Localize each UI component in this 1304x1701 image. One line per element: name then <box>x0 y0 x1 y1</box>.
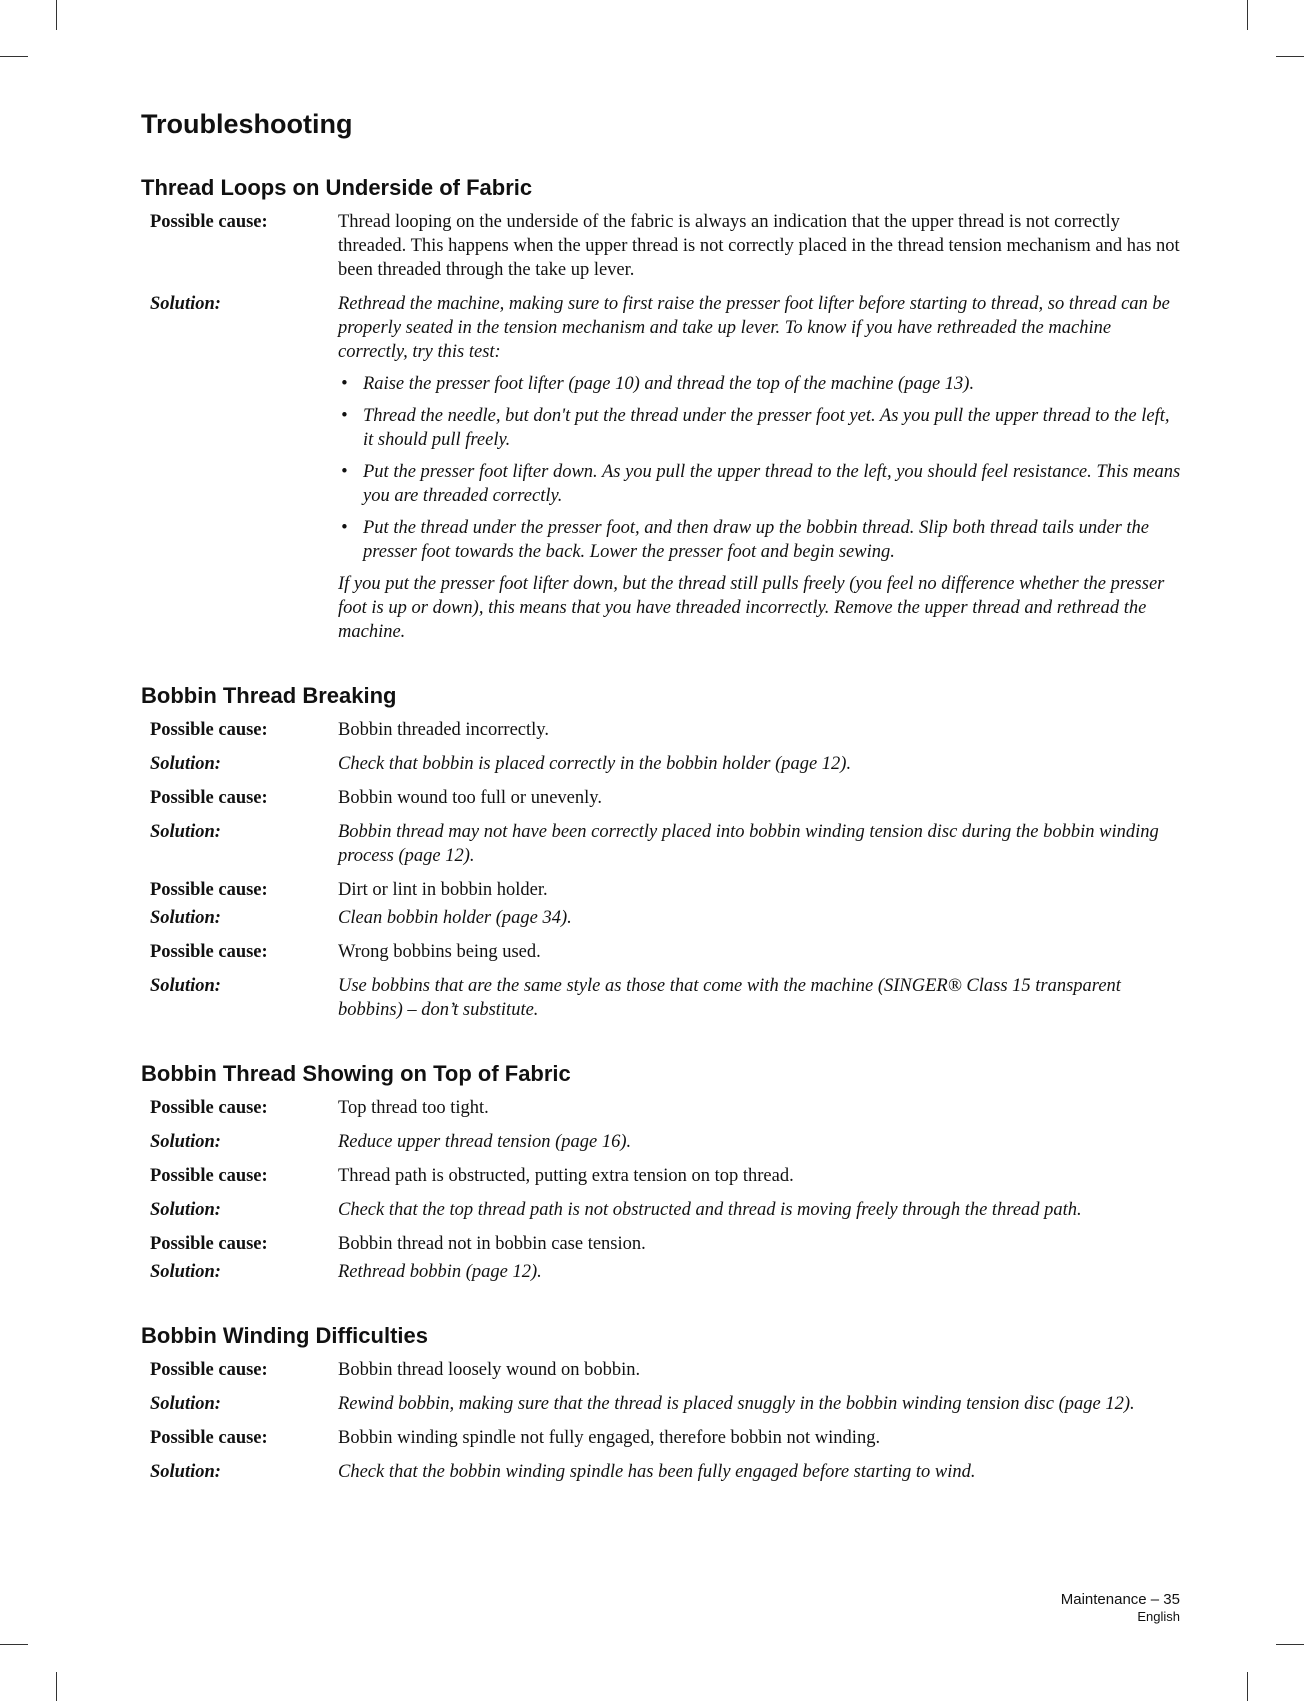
bullet-icon: • <box>341 374 348 394</box>
page-footer <box>1061 1591 1180 1625</box>
solution-text: Rethread the machine, making sure to first raise the presser foot lifter before starting to thread, so thread can be properly seated in the tension mechanism and take up lever. To know if you have rethreaded the machine correctly, try this test: <box>338 294 1170 362</box>
section-heading: Thread Loops on Underside of Fabric <box>141 175 533 200</box>
solution-text: Reduce upper thread tension (page 16). <box>338 1132 632 1152</box>
list-item <box>338 404 1181 452</box>
cause-label: Possible cause: <box>150 1360 268 1380</box>
cause-label: Possible cause: <box>150 1234 268 1254</box>
cause-row <box>141 786 1181 810</box>
crop-mark <box>1276 56 1304 57</box>
solution-label: Solution: <box>150 822 221 842</box>
cause-row <box>141 1164 1181 1188</box>
bullet-icon: • <box>341 406 348 426</box>
page-number: Maintenance – 35 <box>1060 1591 1180 1608</box>
cause-label: Possible cause: <box>150 1166 268 1186</box>
cause-row <box>141 1358 1181 1382</box>
cause-row <box>141 210 1181 282</box>
solution-text: Rewind bobbin, making sure that the thread is placed snuggly in the bobbin winding tension disc (page 12). <box>338 1394 1135 1414</box>
section-bobbin-winding <box>141 1322 1181 1484</box>
section-heading: Bobbin Thread Breaking <box>141 683 397 708</box>
cause-row <box>141 878 1181 902</box>
cause-text: Thread path is obstructed, putting extra tension on top thread. <box>338 1166 794 1186</box>
cause-text: Bobbin threaded incorrectly. <box>338 720 549 740</box>
cause-row <box>141 940 1181 964</box>
bullet-icon: • <box>341 462 348 482</box>
solution-text: Check that bobbin is placed correctly in the bobbin holder (page 12). <box>338 754 852 774</box>
solution-label: Solution: <box>150 1200 221 1220</box>
cause-text: Dirt or lint in bobbin holder. <box>338 880 548 900</box>
solution-row <box>141 1198 1181 1222</box>
page-content <box>141 108 1181 1522</box>
list-item <box>338 516 1181 564</box>
solution-label: Solution: <box>150 908 221 928</box>
solution-text: Check that the top thread path is not obstructed and thread is moving freely through the thread path. <box>338 1200 1082 1220</box>
cause-row <box>141 1232 1181 1256</box>
cause-row <box>141 1096 1181 1120</box>
cause-text: Bobbin winding spindle not fully engaged, therefore bobbin not winding. <box>338 1428 881 1448</box>
solution-label: Solution: <box>150 294 221 314</box>
solution-label: Solution: <box>150 1462 221 1482</box>
crop-mark <box>0 1644 28 1645</box>
crop-mark <box>0 56 28 57</box>
solution-text: Bobbin thread may not have been correctly placed into bobbin winding tension disc during the bobbin winding process (page 12). <box>338 822 1159 866</box>
cause-label: Possible cause: <box>150 788 268 808</box>
solution-row <box>141 752 1181 776</box>
cause-text: Top thread too tight. <box>338 1098 489 1118</box>
cause-text: Bobbin thread loosely wound on bobbin. <box>338 1360 641 1380</box>
solution-text: Check that the bobbin winding spindle has been fully engaged before starting to wind. <box>338 1462 976 1482</box>
section-heading: Bobbin Thread Showing on Top of Fabric <box>141 1061 571 1086</box>
solution-text: Clean bobbin holder (page 34). <box>338 908 572 928</box>
bullet-icon: • <box>341 518 348 538</box>
crop-mark <box>1247 1672 1248 1701</box>
solution-block <box>338 292 1181 644</box>
solution-text: Use bobbins that are the same style as those that come with the machine (SINGER® Class 15 transparent bobbins) – don’t substitute. <box>338 976 1121 1020</box>
cause-label: Possible cause: <box>150 880 268 900</box>
cause-text: Bobbin wound too full or unevenly. <box>338 788 602 808</box>
page-title: Troubleshooting <box>141 109 353 139</box>
list-item-text: Thread the needle, but don't put the thread under the presser foot yet. As you pull the upper thread to the left, it should pull freely. <box>363 406 1170 450</box>
crop-mark <box>56 1672 57 1701</box>
cause-label: Possible cause: <box>150 1098 268 1118</box>
solution-label: Solution: <box>150 1394 221 1414</box>
crop-mark <box>1276 1644 1304 1645</box>
solution-row <box>141 292 1181 644</box>
solution-row <box>141 820 1181 868</box>
follow-up-text: If you put the presser foot lifter down, but the thread still pulls freely (you feel no difference whether the presser foot is up or down), this means that you have threaded incorrectly. Remove the upper thread and rethread the machine. <box>338 574 1165 642</box>
cause-text: Wrong bobbins being used. <box>338 942 541 962</box>
section-thread-loops <box>141 174 1181 644</box>
language-label: English <box>1137 1609 1180 1624</box>
list-item-text: Put the presser foot lifter down. As you pull the upper thread to the left, you should feel resistance. This means you are threaded correctly. <box>363 462 1181 506</box>
solution-row <box>141 1260 1181 1284</box>
cause-text: Thread looping on the underside of the fabric is always an indication that the upper thread is not correctly threaded. This happens when the upper thread is not correctly placed in the thread tension mechanism and has not been threaded through the take up lever. <box>338 212 1180 280</box>
cause-text: Bobbin thread not in bobbin case tension. <box>338 1234 646 1254</box>
cause-label: Possible cause: <box>150 212 268 232</box>
section-bobbin-showing <box>141 1060 1181 1284</box>
solution-label: Solution: <box>150 1262 221 1282</box>
solution-row <box>141 1460 1181 1484</box>
list-item <box>338 372 1181 396</box>
cause-row <box>141 718 1181 742</box>
test-steps-list <box>338 372 1181 564</box>
section-heading: Bobbin Winding Difficulties <box>141 1323 428 1348</box>
crop-mark <box>56 0 57 30</box>
section-bobbin-breaking <box>141 682 1181 1022</box>
solution-text: Rethread bobbin (page 12). <box>338 1262 542 1282</box>
solution-label: Solution: <box>150 754 221 774</box>
cause-label: Possible cause: <box>150 720 268 740</box>
crop-mark <box>1247 0 1248 30</box>
solution-row <box>141 1392 1181 1416</box>
solution-row <box>141 1130 1181 1154</box>
cause-row <box>141 1426 1181 1450</box>
solution-row <box>141 906 1181 930</box>
cause-label: Possible cause: <box>150 942 268 962</box>
list-item <box>338 460 1181 508</box>
solution-label: Solution: <box>150 1132 221 1152</box>
list-item-text: Put the thread under the presser foot, and then draw up the bobbin thread. Slip both thread tails under the presser foot towards the back. Lower the presser foot and begin sewing. <box>363 518 1150 562</box>
solution-label: Solution: <box>150 976 221 996</box>
cause-label: Possible cause: <box>150 1428 268 1448</box>
solution-row <box>141 974 1181 1022</box>
list-item-text: Raise the presser foot lifter (page 10) and thread the top of the machine (page 13). <box>363 374 975 394</box>
